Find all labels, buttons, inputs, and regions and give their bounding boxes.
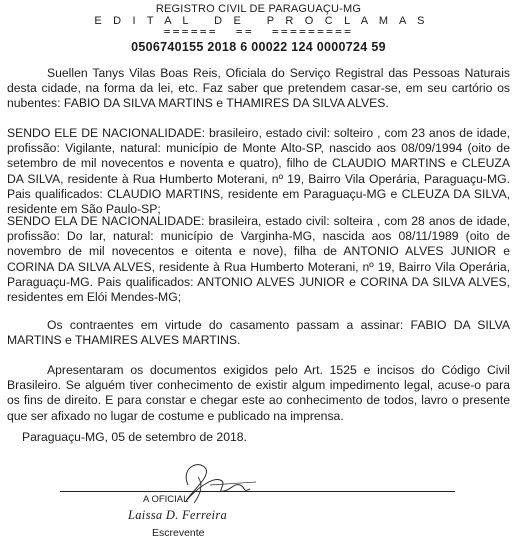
registry-number: 0506740155 2018 6 00022 124 0000724 59 <box>131 40 386 54</box>
signature-role: A OFICIAL <box>143 494 189 505</box>
bride-paragraph: SENDO ELA DE NACIONALIDADE: brasileira, estado civil: solteira , com 28 anos de idade, profissão: Do lar, natural: município de Varginha-MG, nascida aos 08/11/1989 (oito de novembro de mil novecentos e oitenta e nove), filha de ANTONIO ALVES JUNIOR e CORINA DA SILVA ALVES, residente à Rua Humberto Moterani, nº 19, Bairro Vila Operária, Paraguaçu-MG. Pais qualificados: ANTONIO ALVES JUNIOR e CORINA DA SILVA ALVES, residentes em Elói Mendes-MG; <box>7 214 510 305</box>
title-underline: ====== == ========= <box>163 25 354 38</box>
groom-paragraph: SENDO ELE DE NACIONALIDADE: brasileiro, estado civil: solteiro , com 23 anos de idade, profissão: Vigilante, natural: município de Monte Alto-SP, nascido aos 08/09/1994 (oito de setembro de mil novecentos e noventa e quatro), filho de CLAUDIO MARTINS e CLEUZA DA SILVA, residente à Rua Humberto Moterani, nº 19, Bairro Vila Operária, Paraguaçu-MG. Pais qualificados: CLAUDIO MARTINS, residente em Paraguaçu-MG e CLEUZA DA SILVA, residente em São Paulo-SP; <box>7 126 510 217</box>
signature-name: Laissa D. Ferreira <box>128 508 228 522</box>
documents-paragraph: Apresentaram os documentos exigidos pelo Art. 1525 e incisos do Código Civil Brasileiro. Se alguém tiver conhecimento de existir algum impedimento legal, acuse-o para os fins de direito. E para constar e chegar este ao conhecimento de todos, lavro o presente que ser afixado no lugar de costume e publicado na imprensa. <box>7 363 510 423</box>
document-title: E D I T A L D E P R O C L A M A S <box>94 15 429 27</box>
signature-line <box>60 491 455 492</box>
intro-paragraph: Suellen Tanys Vilas Boas Reis, Oficiala do Serviço Registral das Pessoas Naturais desta cidade, na forma da lei, etc. Faz saber que pretendem casar-se, em seu cartório os nubentes: FABIO DA SILVA MARTINS e THAMIRES DA SILVA ALVES. <box>7 66 510 111</box>
signers-paragraph: Os contraentes em virtude do casamento passam a assinar: FABIO DA SILVA MARTINS e THAMIRES ALVES MARTINS. <box>7 318 510 348</box>
place-and-date: Paraguaçu-MG, 05 de setembro de 2018. <box>22 430 247 444</box>
registry-office-heading: REGISTRO CIVIL DE PARAGUAÇU-MG <box>155 3 362 15</box>
signature-title: Escrevente <box>152 527 205 539</box>
